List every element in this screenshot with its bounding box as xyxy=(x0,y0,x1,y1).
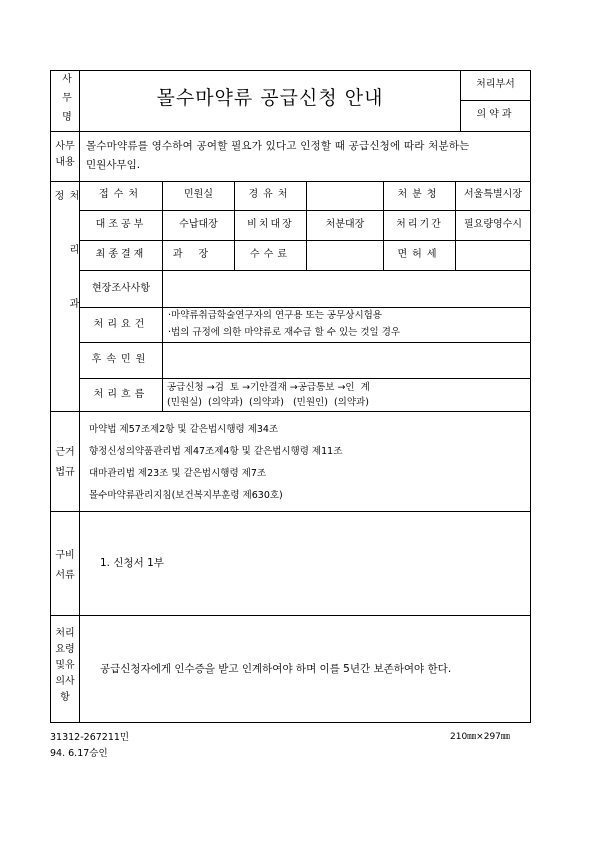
period-label: 처리기간 xyxy=(396,219,443,230)
disposer-label: 처분청 xyxy=(397,189,442,200)
law-item-4: 몰수마약류관리지침(보건복지부훈령 제630호) xyxy=(89,490,283,501)
via-label: 경유처 xyxy=(248,189,293,200)
flow-steps: 공급신청 →검 토 →기안결재 →공급통보 →인 계 xyxy=(167,382,370,393)
approval-value: 과장 xyxy=(172,249,225,260)
period-value: 필요량영수시 xyxy=(464,219,522,230)
dept-value: 의약과 xyxy=(476,109,515,120)
followup-label: 후속민원 xyxy=(91,354,151,365)
process-label: 처리과정 xyxy=(52,190,78,352)
register-label: 비치대장 xyxy=(247,219,294,230)
requirement-2: ·법의 규정에 의한 마약류로 재수급 할 수 있는 것일 경우 xyxy=(168,327,401,338)
laws-label: 근거법규 xyxy=(55,447,75,478)
site-survey-label: 현장조사사항 xyxy=(92,283,150,294)
notes-label: 처리요령및유의사항 xyxy=(55,628,75,703)
documents-label: 구비서류 xyxy=(55,550,75,581)
content-line-2: 민원사무임. xyxy=(86,159,141,171)
paper-size: 210㎜×297㎜ xyxy=(450,732,510,742)
requirement-1: ·마약류취급학술연구자의 연구용 또는 공무상시험용 xyxy=(168,310,382,321)
ledger-label: 대조공부 xyxy=(95,219,147,230)
document-item: 1. 신청서 1부 xyxy=(100,557,164,569)
fee-label: 수수료 xyxy=(250,249,291,260)
license-tax-label: 면허세 xyxy=(397,249,442,260)
receiver-label: 접수처 xyxy=(99,189,143,200)
dept-label: 처리부서 xyxy=(476,79,515,90)
content-line-1: 몰수마약류를 영수하여 공여할 필요가 있다고 인정할 때 공급신청에 따라 처분하는 xyxy=(86,140,470,152)
approval-date: 94. 6.17승인 xyxy=(50,748,108,759)
law-item-2: 향정신성의약품관리법 제47조제4항 및 같은법시행령 제11조 xyxy=(89,446,343,457)
approval-label: 최종결재 xyxy=(95,249,147,260)
register-value: 처분대장 xyxy=(325,219,365,230)
law-item-1: 마약법 제57조제2항 및 같은법시행령 제34조 xyxy=(89,424,279,435)
page-title: 몰수마약류 공급신청 안내 xyxy=(156,87,384,109)
content-label: 사무내용 xyxy=(55,141,75,168)
law-item-3: 대마관리법 제23조 및 같은법시행령 제7조 xyxy=(89,468,267,479)
flow-label: 처리흐름 xyxy=(93,389,149,400)
receiver-value: 민원실 xyxy=(184,189,213,200)
form-number: 31312-267211민 xyxy=(50,732,130,743)
ledger-value: 수납대장 xyxy=(179,219,218,230)
notes-text: 공급신청자에게 인수증을 받고 인계하여야 하며 이를 5년간 보존하여야 한다. xyxy=(100,663,452,675)
section-label: 사무명 xyxy=(59,72,71,130)
requirements-label: 처리요건 xyxy=(93,319,149,330)
disposer-value: 서울특별시장 xyxy=(464,189,522,200)
flow-departments: (민원실) (의약과) (의약과) (민원인) (의약과) xyxy=(167,397,369,408)
